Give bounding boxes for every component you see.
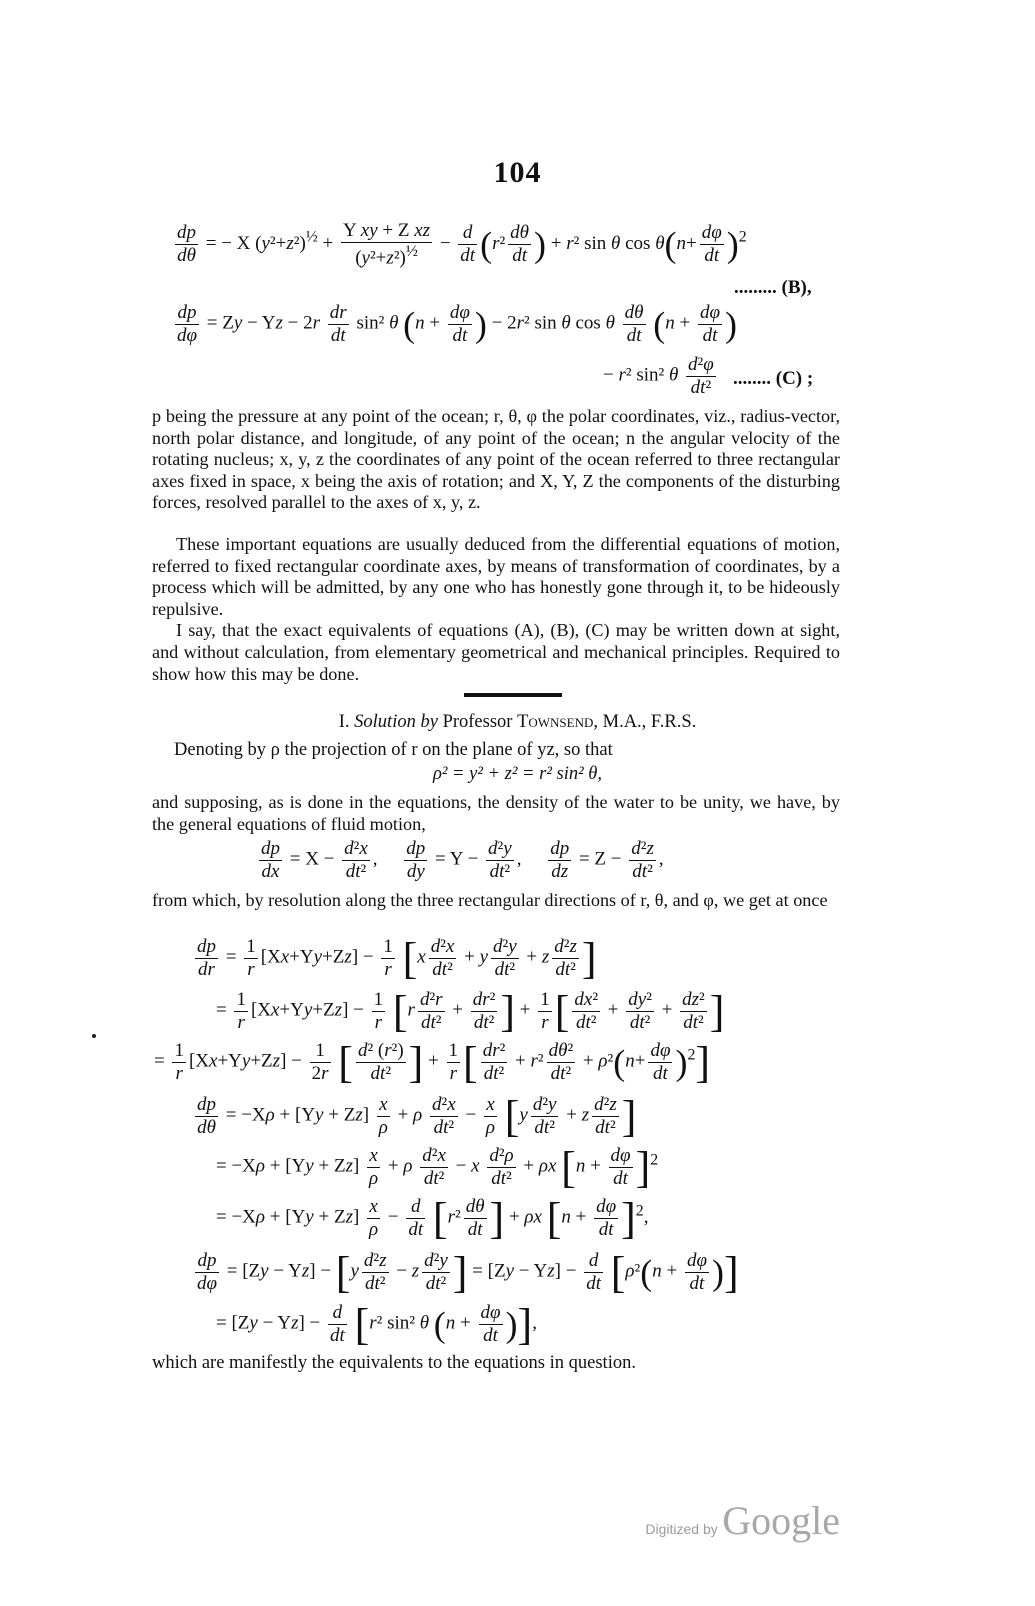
google-logo: Google — [722, 1498, 840, 1543]
section-divider — [464, 693, 562, 697]
closing-line: which are manifestly the equivalents to the equations in question. — [152, 1353, 636, 1373]
rho-equation: ρ² = y² + z² = r² sin² θ, — [433, 764, 602, 784]
heading-degrees: , M.A., F.R.S. — [593, 712, 697, 732]
heading-author: Townsend — [517, 712, 594, 732]
equation-c-line2: − r² sin² θ $\frac{\text{d²φ}}{\text{dt²}}$ — [603, 354, 714, 398]
paragraph-3: I say, that the exact equivalents of equations (A), (B), (C) may be written down at sight, and without calculation, from elementary geometrical and mechanical principles. Required to show how this may be done. — [152, 620, 840, 684]
solution-line-1: Denoting by ρ the projection of r on the plane of yz, so that — [174, 740, 613, 760]
dp-dphi-line-2: = [Zy − Yz] − $\frac{d}{dt}$ [r² sin² θ (n + $\frac{d\varphi}{dt}$ )], — [216, 1299, 537, 1349]
definitions-paragraph — [152, 406, 840, 514]
paragraph-1: p being the pressure at any point of the ocean; r, θ, φ the polar coordinates, viz., radius-vector, north polar distance, and longitude, of any point of the ocean; n the angular velocity of the rotating nucleus; x, y, z the coordinates of any point of the ocean referred to three rectangular axes fixed in space, x being the axis of rotation; and X, Y, Z the components of the disturbing forces, resolved parallel to the axes of x, y, z. — [152, 406, 840, 513]
digitized-label: Digitized by — [645, 1521, 718, 1537]
remark-paragraph — [152, 534, 840, 685]
solution-line-2: and supposing, as is done in the equations, the density of the water to be unity, we have, by the general equations of fluid motion, — [152, 792, 840, 834]
solution-heading — [0, 712, 1035, 733]
page-number: 104 — [493, 156, 542, 189]
dp-dtheta-line-2: = −Xρ + [Yy + Zz] $\frac{x}{\rho}$ + ρ $\frac{\text{d²x}}{\text{dt²}}$ − x $\frac{\text{d²ρ}}{\text{dt²}}$ + ρx [n + $\frac{d\varphi}{dt}$ ]$^2$ — [216, 1142, 659, 1192]
fluid-motion-equations: $\frac{dp}{dx}$ = X − $\frac{\text{d²x}}{\text{dt²}}$ , $\frac{dp}{dy}$ = Y − $\frac{\text{d²y}}{\text{dt²}}$ , $\frac{dp}{dz}$ = Z − $\frac{\text{d²z}}{\text{dt²}}$ , — [261, 838, 664, 882]
heading-italic: Solution by — [354, 712, 438, 732]
equation-c: $\frac{dp}{d\varphi}$ = Zy − Yz − 2r $\frac{dr}{dt}$ sin² θ (n + $\frac{d\varphi}{dt}$ ) − 2r² sin θ cos θ $\frac{d\theta}{dt}$ (n + $\frac{d\varphi}{dt}$ ) — [177, 302, 737, 346]
dp-dtheta-line-1: $\frac{dp}{d\theta}$ = −Xρ + [Yy + Zz] $\frac{x}{\rho}$ + ρ $\frac{\text{d²x}}{\text{dt²}}$ − $\frac{x}{\rho}$ [y $\frac{\text{d²y}}{\text{dt²}}$ + z $\frac{\text{d²z}}{\text{dt²}}$ ] — [197, 1091, 637, 1141]
heading-number: I. — [338, 712, 350, 732]
equation-c-label: ........ (C) ; — [733, 368, 814, 389]
solution-line-3: from which, by resolution along the three rectangular directions of r, θ, and φ, we get at once — [152, 890, 828, 910]
equation-b-label: ......... (B), — [734, 277, 812, 298]
dp-dphi-line-1: $\frac{dp}{d\varphi}$ = [Zy − Yz] − [y $\frac{\text{d²z}}{\text{dt²}}$ − z $\frac{\text{d²y}}{\text{dt²}}$ ] = [Zy − Yz] − $\frac{d}{dt}$ [ρ²(n + $\frac{d\varphi}{dt}$ )] — [197, 1247, 739, 1297]
heading-professor: Professor — [442, 712, 513, 732]
dp-dr-line-1: $\frac{dp}{dr}$ = $\frac{1}{r}$ [Xx+Yy+Zz] − $\frac{1}{r}$ [x $\frac{\text{d²x}}{\text{dt²}}$ + y $\frac{\text{d²y}}{\text{dt²}}$ + z $\frac{\text{d²z}}{\text{dt²}}$ ] — [197, 933, 597, 983]
margin-dot — [92, 1034, 96, 1038]
equation-b: $\frac{dp}{d\theta}$ = − X $(y^2+z^2)^{\frac{1}{2}}$ + $\frac{\text{Y xy + Z xz}}{(y^2+z^2)^{\frac{1}{2}}}$ − $\frac{d}{dt}$ (r² $\frac{d\theta}{dt}$ ) + r² sin θ cos θ(n+ $\frac{d\varphi}{dt}$ )$^2$ — [177, 220, 747, 269]
dp-dtheta-line-3: = −Xρ + [Yy + Zz] $\frac{x}{\rho}$ − $\frac{d}{dt}$ [r² $\frac{d\theta}{dt}$ ] + ρx [n + $\frac{d\varphi}{dt}$ ]$^2$, — [216, 1193, 649, 1243]
digitized-watermark — [645, 1497, 840, 1544]
paragraph-2: These important equations are usually deduced from the differential equations of motion, referred to fixed rectangular coordinate axes, by means of transformation of coordinates, by a process which will be admitted, by any one who has honestly gone through it, to be hideously repulsive. — [152, 534, 840, 619]
dp-dr-line-2: = $\frac{1}{r}$ [Xx+Yy+Zz] − $\frac{1}{r}$ [r $\frac{\text{d²r}}{\text{dt²}}$ + $\frac{\text{dr²}}{\text{dt²}}$ ] + $\frac{1}{r}$ [ $\frac{\text{dx²}}{\text{dt²}}$ + $\frac{\text{dy²}}{\text{dt²}}$ + $\frac{\text{dz²}}{\text{dt²}}$ ] — [216, 986, 725, 1036]
dp-dr-line-3: = $\frac{1}{r}$ [Xx+Yy+Zz] − $\frac{1}{2r}$ [ $\frac{\text{d² (r²)}}{\text{dt²}}$ ] + $\frac{1}{r}$ [ $\frac{\text{dr²}}{\text{dt²}}$ + r² $\frac{\text{dθ²}}{\text{dt²}}$ + ρ²(n+ $\frac{d\varphi}{dt}$ )$^2$] — [154, 1037, 711, 1087]
